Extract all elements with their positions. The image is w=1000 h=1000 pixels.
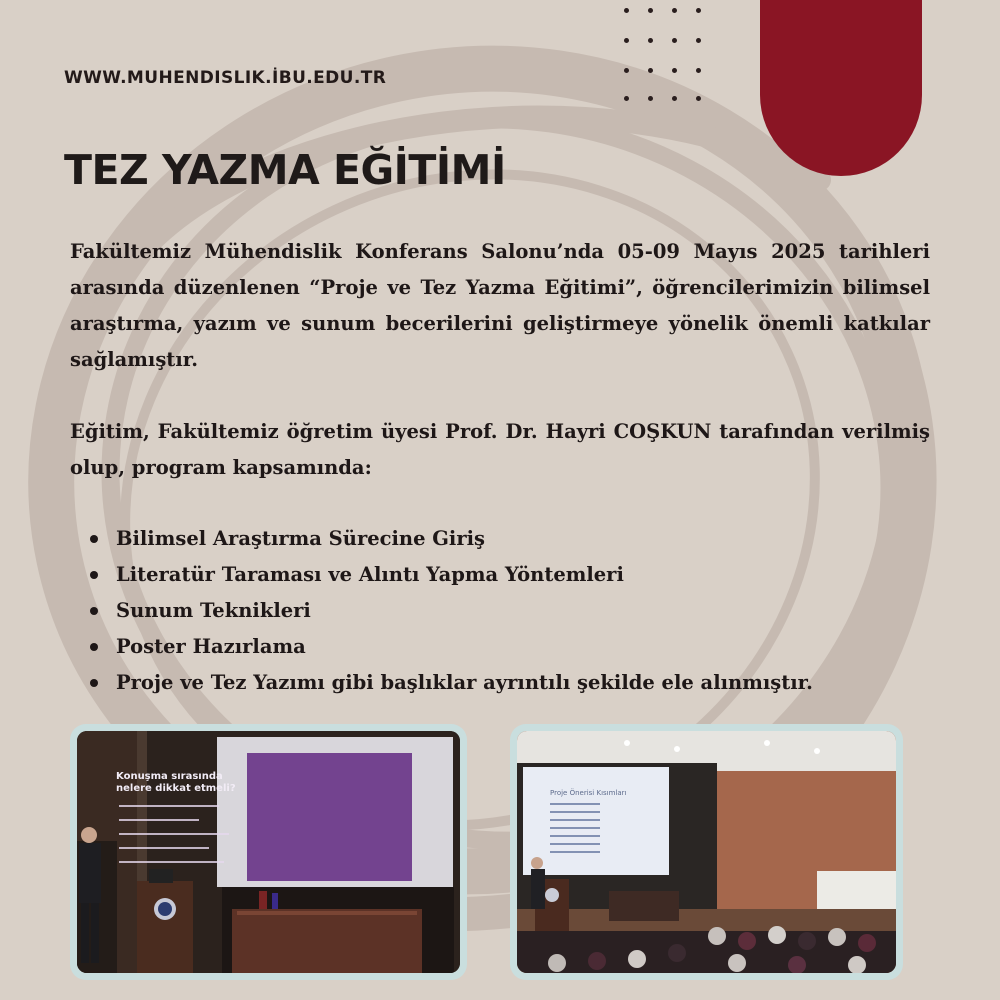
slide-title: Konuşma sırasında nelere dikkat etmeli? [116, 771, 236, 794]
page-title: TEZ YAZMA EĞİTİMİ [64, 146, 506, 194]
slide-bullet-line [550, 827, 600, 829]
slide-bullet-line [119, 847, 209, 849]
topic-text: Literatür Taraması ve Alıntı Yapma Yöntemleri [116, 563, 624, 586]
slide-bullet-line [550, 851, 600, 853]
photo-scene-left [77, 731, 460, 973]
topic-list [88, 521, 813, 701]
slide-bullet-line [119, 861, 224, 863]
slide-bullet-line [119, 819, 199, 821]
bullet-icon [90, 679, 98, 687]
list-item [88, 521, 813, 557]
list-item [88, 665, 813, 701]
slide-bullet-line [550, 843, 600, 845]
dot-grid-decoration [622, 6, 712, 102]
slide-bullet-line [550, 835, 600, 837]
decorative-red-tab [760, 0, 922, 176]
list-item [88, 629, 813, 665]
topic-text: Sunum Teknikleri [116, 599, 311, 622]
topic-text: Proje ve Tez Yazımı gibi başlıklar ayrıntılı şekilde ele alınmıştır. [116, 671, 813, 694]
list-item [88, 593, 813, 629]
slide-title: Proje Önerisi Kısımları [550, 789, 627, 797]
bullet-icon [90, 535, 98, 543]
slide-bullet-line [119, 833, 229, 835]
topic-text: Bilimsel Araştırma Sürecine Giriş [116, 527, 485, 550]
photo-image [77, 731, 460, 973]
topic-text: Poster Hazırlama [116, 635, 306, 658]
training-photo-right [510, 724, 903, 980]
bullet-icon [90, 607, 98, 615]
slide-bullet-line [119, 805, 219, 807]
website-url: WWW.MUHENDISLIK.İBU.EDU.TR [64, 68, 387, 88]
bullet-icon [90, 571, 98, 579]
training-photo-left [70, 724, 467, 980]
instructor-paragraph: Eğitim, Fakültemiz öğretim üyesi Prof. Dr. Hayri COŞKUN tarafından verilmiş olup, program kapsamında: [70, 420, 930, 479]
list-item [88, 557, 813, 593]
bullet-icon [90, 643, 98, 651]
intro-paragraph: Fakültemiz Mühendislik Konferans Salonu’nda 05-09 Mayıs 2025 tarihleri arasında düzenlenen “Proje ve Tez Yazma Eğitimi”, öğrencilerimizin bilimsel araştırma, yazım ve sunum becerilerini geliştirmeye yönelik önemli katkılar sağlamıştır. [70, 240, 930, 371]
photo-image [517, 731, 896, 973]
slide-bullet-line [550, 811, 600, 813]
slide-bullet-line [550, 803, 600, 805]
slide-bullet-line [550, 819, 600, 821]
